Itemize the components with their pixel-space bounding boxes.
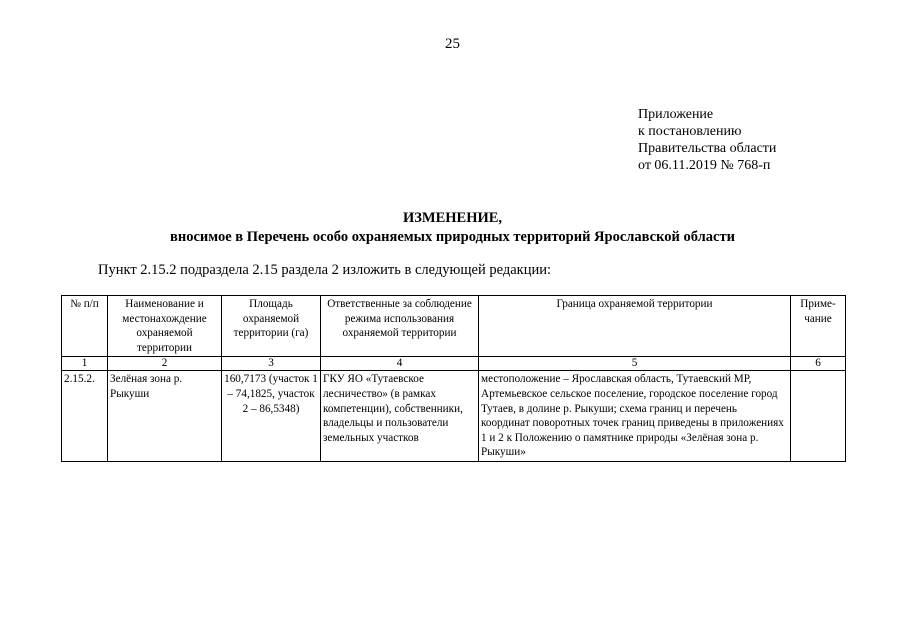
table-header-row [62, 296, 846, 357]
cell-boundary: местоположение – Ярославская область, Тутаевский МР, Артемьевское сельское поселение, городское поселение город Тутаев, в долине р. Рыкуши; схема границ и перечень координат поворотных точек границ приведены в приложениях 1 и 2 к Положению о памятнике природы «Зелёная зона р. Рыкуши» [479, 371, 791, 462]
appendix-line: Правительства области [638, 141, 777, 156]
column-header-name: Наименование и местонахождение охраняемой территории [108, 296, 222, 357]
column-header-area: Площадь охраняемой территории (га) [222, 296, 321, 357]
column-number: 4 [321, 357, 479, 371]
column-number: 3 [222, 357, 321, 371]
appendix-line: к постановлению [638, 124, 742, 139]
title-subheading: вносимое в Перечень особо охраняемых природных территорий Ярославской области [170, 229, 735, 245]
cell-note [791, 371, 846, 462]
cell-area: 160,7173 (участок 1 – 74,1825, участок 2 – 86,5348) [222, 371, 321, 462]
column-number-row [62, 357, 846, 371]
column-number: 2 [108, 357, 222, 371]
title-heading: ИЗМЕНЕНИЕ, [402, 210, 503, 226]
column-header-number: № п/п [62, 296, 108, 357]
cell-name: Зелёная зона р. Рыкуши [108, 371, 222, 462]
column-number: 6 [791, 357, 846, 371]
table-row [62, 371, 846, 462]
appendix-line: Приложение [638, 107, 714, 122]
column-header-responsible: Ответственные за соблюдение режима использования охраняемой территории [321, 296, 479, 357]
column-number: 1 [62, 357, 108, 371]
cell-number: 2.15.2. [62, 371, 108, 462]
document-title [0, 209, 905, 247]
appendix-block [638, 106, 776, 174]
intro-paragraph: Пункт 2.15.2 подраздела 2.15 раздела 2 изложить в следующей редакции: [98, 262, 551, 278]
column-number: 5 [479, 357, 791, 371]
page-number: 25 [445, 36, 460, 52]
column-header-boundary: Граница охраняемой территории [479, 296, 791, 357]
cell-responsible: ГКУ ЯО «Тутаевское лесничество» (в рамках компетенции), собственники, владельцы и пользователи земельных участков [321, 371, 479, 462]
appendix-line: от 06.11.2019 № 768-п [638, 158, 771, 173]
territory-table [61, 295, 846, 462]
column-header-note: Приме-чание [791, 296, 846, 357]
